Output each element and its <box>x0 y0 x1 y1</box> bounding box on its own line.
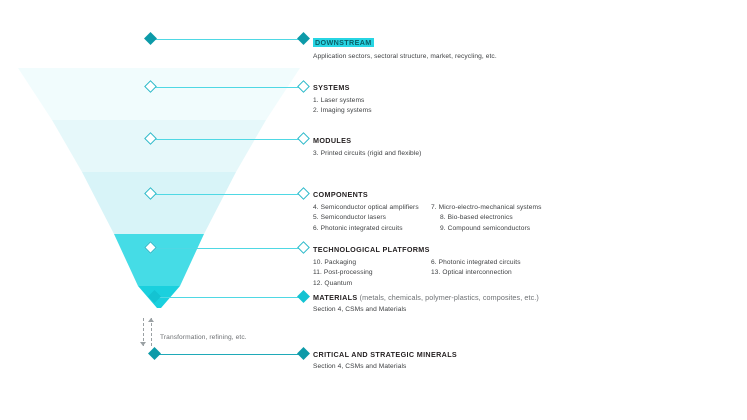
level-items-components-left <box>313 203 431 234</box>
level-items-systems <box>313 96 613 117</box>
list-item: 12. Quantum <box>313 279 353 287</box>
funnel-layer-modules <box>52 120 266 172</box>
funnel-layer-components <box>82 172 236 234</box>
level-block-critical-and-strategic-minerals <box>313 350 613 371</box>
level-block-downstream <box>313 32 613 61</box>
node-materials-right[interactable] <box>297 290 310 303</box>
level-title-technological-platforms: TECHNOLOGICAL PLATFORMS <box>313 245 430 254</box>
level-desc-materials: Section 4, CSMs and Materials <box>313 306 407 313</box>
level-items-modules <box>313 149 613 159</box>
node-critical-and-strategic-minerals-left[interactable] <box>148 347 161 360</box>
node-systems-right[interactable] <box>297 80 310 93</box>
level-title-components: COMPONENTS <box>313 190 369 199</box>
level-desc-downstream: Application sectors, sectoral structure, market, recycling, etc. <box>313 53 497 60</box>
level-title-downstream: DOWNSTREAM <box>315 38 372 47</box>
level-desc-critical-and-strategic-minerals: Section 4, CSMs and Materials <box>313 363 407 370</box>
level-items-components-right <box>431 203 606 234</box>
level-block-modules <box>313 136 613 159</box>
transformation-arrow-line-2 <box>151 318 152 346</box>
level-items-technological-platforms-left <box>313 258 431 289</box>
level-title-wrap-downstream <box>313 32 613 50</box>
list-item: 3. Printed circuits (rigid and flexible) <box>313 150 422 157</box>
list-item: 10. Packaging <box>313 259 357 266</box>
list-item: 8. Bio-based electronics <box>440 214 513 222</box>
list-item: 6. Photonic integrated circuits <box>313 224 403 232</box>
node-modules-right[interactable] <box>297 132 310 145</box>
transformation-label: Transformation, refining, etc. <box>160 334 247 341</box>
level-title-materials-main: MATERIALS <box>313 293 358 302</box>
connector-technological-platforms <box>152 248 304 249</box>
transformation-arrow-down-icon <box>140 342 146 346</box>
list-item: 5. Semiconductor lasers <box>313 214 387 222</box>
node-critical-and-strategic-minerals-right[interactable] <box>297 347 310 360</box>
list-item: 4. Semiconductor optical amplifiers <box>313 204 419 211</box>
connector-downstream <box>152 39 304 40</box>
list-item: 2. Imaging systems <box>313 107 372 115</box>
list-item: 11. Post-processing <box>313 269 373 277</box>
level-block-technological-platforms <box>313 245 643 289</box>
level-items-technological-platforms <box>313 258 643 289</box>
node-components-right[interactable] <box>297 187 310 200</box>
level-items-components <box>313 203 643 234</box>
level-title-materials-sub: (metals, chemicals, polymer-plastics, composites, etc.) <box>357 293 539 302</box>
level-block-components <box>313 190 643 234</box>
level-title-modules: MODULES <box>313 136 352 145</box>
node-downstream-right[interactable] <box>297 32 310 45</box>
connector-systems <box>152 87 304 88</box>
level-title-systems: SYSTEMS <box>313 83 350 92</box>
level-title-materials <box>313 293 653 303</box>
list-item: 7. Micro-electro-mechanical systems <box>431 204 542 211</box>
node-downstream-left[interactable] <box>144 32 157 45</box>
list-item: 6. Photonic integrated circuits <box>431 259 521 266</box>
level-block-systems <box>313 83 613 117</box>
connector-modules <box>152 139 304 140</box>
connector-critical-and-strategic-minerals <box>155 354 304 355</box>
transformation-arrow-up-icon <box>148 318 154 322</box>
list-item: 1. Laser systems <box>313 97 365 104</box>
level-title-critical-and-strategic-minerals: CRITICAL AND STRATEGIC MINERALS <box>313 350 458 359</box>
list-item: 9. Compound semiconductors <box>440 224 531 232</box>
level-items-technological-platforms-right <box>431 258 606 289</box>
funnel-layer-systems <box>18 68 300 120</box>
node-technological-platforms-right[interactable] <box>297 241 310 254</box>
funnel-layer-technological-platforms <box>114 234 204 286</box>
level-block-materials <box>313 293 653 314</box>
list-item: 13. Optical interconnection <box>431 269 512 277</box>
connector-materials <box>155 297 304 298</box>
connector-components <box>152 194 304 195</box>
